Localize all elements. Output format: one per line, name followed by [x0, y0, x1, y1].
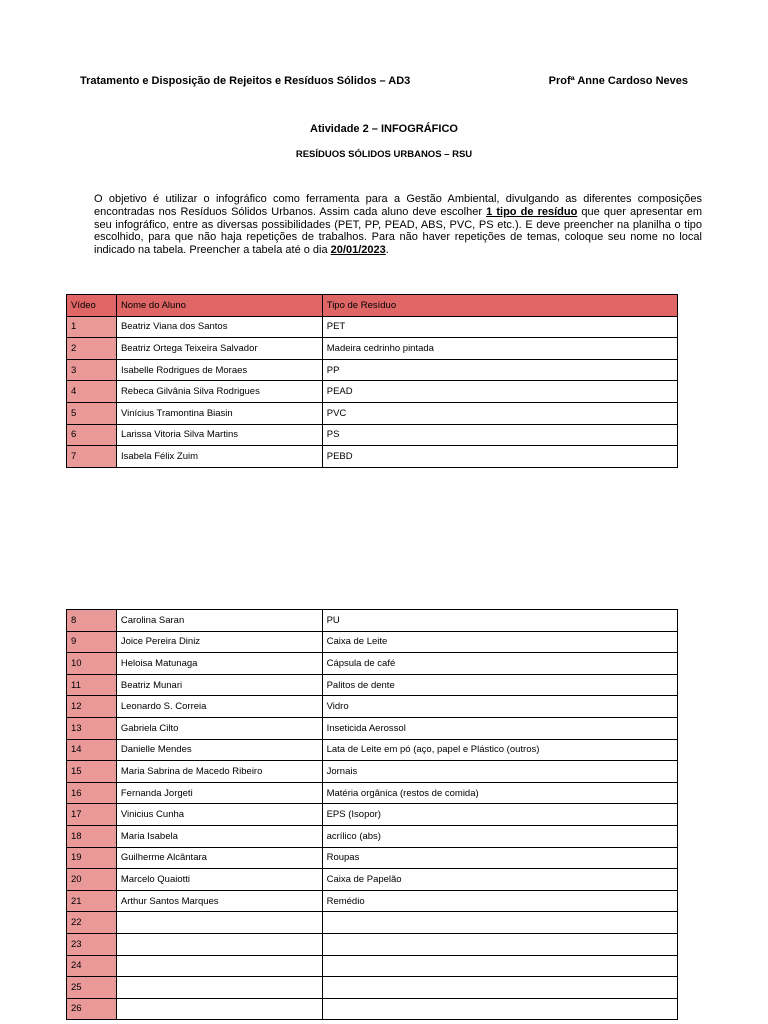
- video-number-cell: 9: [67, 631, 117, 653]
- student-name-cell: Fernanda Jorgeti: [116, 782, 322, 804]
- waste-type-cell: [322, 977, 677, 999]
- waste-type-cell: Jornais: [322, 761, 677, 783]
- table-row: [67, 446, 678, 468]
- table-row: [67, 739, 678, 761]
- student-name-cell: Marcelo Quaiotti: [116, 869, 322, 891]
- waste-type-cell: Caixa de Papelão: [322, 869, 677, 891]
- student-name-cell: Arthur Santos Marques: [116, 890, 322, 912]
- intro-text-3: .: [385, 244, 389, 257]
- student-name-cell: Joice Pereira Diniz: [116, 631, 322, 653]
- activity-subtitle: RESÍDUOS SÓLIDOS URBANOS – RSU: [295, 149, 473, 160]
- waste-type-cell: PS: [322, 424, 677, 446]
- intro-text-2: que quer apresentar em seu infográfico, entre as diversas possibilidades (PET, PP, PEAD, ABS, PVC, PS etc.). E deve preencher na planilha o tipo escolhido, para que não haja repetições de trabalhos. Para não haver repetições de temas, coloque seu nome no local indicado na tabela. Preencher a tabela até o dia: [94, 205, 702, 257]
- waste-type-cell: PU: [322, 610, 677, 632]
- table-row: [67, 359, 678, 381]
- student-name-cell: Rebeca Gilvânia Silva Rodrigues: [116, 381, 322, 403]
- waste-type-cell: [322, 933, 677, 955]
- waste-type-cell: [322, 998, 677, 1020]
- table-row: [67, 782, 678, 804]
- video-number-cell: 25: [67, 977, 117, 999]
- student-name-cell: Danielle Mendes: [116, 739, 322, 761]
- student-name-cell: Carolina Saran: [116, 610, 322, 632]
- student-name-cell: Heloisa Matunaga: [116, 653, 322, 675]
- table-row: [67, 825, 678, 847]
- student-name-cell: [116, 977, 322, 999]
- waste-type-cell: [322, 912, 677, 934]
- video-number-cell: 19: [67, 847, 117, 869]
- student-name-cell: Beatriz Munari: [116, 674, 322, 696]
- table-row: [67, 890, 678, 912]
- waste-type-cell: PP: [322, 359, 677, 381]
- waste-type-cell: PEBD: [322, 446, 677, 468]
- activity-title: Atividade 2 – INFOGRÁFICO: [310, 123, 458, 135]
- video-number-cell: 7: [67, 446, 117, 468]
- student-name-cell: Maria Sabrina de Macedo Ribeiro: [116, 761, 322, 783]
- waste-type-cell: acrílico (abs): [322, 825, 677, 847]
- intro-paragraph: [94, 193, 702, 257]
- video-number-cell: 1: [67, 316, 117, 338]
- waste-type-cell: Roupas: [322, 847, 677, 869]
- video-number-cell: 12: [67, 696, 117, 718]
- table-row: [67, 761, 678, 783]
- header-video: Vídeo: [67, 295, 117, 317]
- waste-type-cell: EPS (Isopor): [322, 804, 677, 826]
- video-number-cell: 14: [67, 739, 117, 761]
- table-row: [67, 338, 678, 360]
- intro-text-1: O objetivo é utilizar o infográfico como ferramenta para a Gestão Ambiental, divulgando as diferentes composições encontradas nos Resíduos Sólidos Urbanos. Assim cada aluno deve escolher: [94, 193, 702, 218]
- intro-bold-deadline: 20/01/2023: [330, 244, 386, 257]
- students-table-part2: [66, 609, 678, 1020]
- student-name-cell: Leonardo S. Correia: [116, 696, 322, 718]
- student-name-cell: Isabela Félix Zuim: [116, 446, 322, 468]
- waste-type-cell: Cápsula de café: [322, 653, 677, 675]
- table-row: [67, 804, 678, 826]
- waste-type-cell: Remédio: [322, 890, 677, 912]
- table-row: [67, 674, 678, 696]
- video-number-cell: 24: [67, 955, 117, 977]
- video-number-cell: 16: [67, 782, 117, 804]
- table-row: [67, 316, 678, 338]
- waste-type-cell: PET: [322, 316, 677, 338]
- students-table-part1: [66, 294, 678, 468]
- video-number-cell: 18: [67, 825, 117, 847]
- student-name-cell: Beatriz Viana dos Santos: [116, 316, 322, 338]
- video-number-cell: 15: [67, 761, 117, 783]
- table-row: [67, 653, 678, 675]
- video-number-cell: 3: [67, 359, 117, 381]
- student-name-cell: Beatriz Ortega Teixeira Salvador: [116, 338, 322, 360]
- table-row: [67, 977, 678, 999]
- video-number-cell: 22: [67, 912, 117, 934]
- waste-type-cell: Lata de Leite em pó (aço, papel e Plástico (outros): [322, 739, 677, 761]
- video-number-cell: 23: [67, 933, 117, 955]
- student-name-cell: Guilherme Alcântara: [116, 847, 322, 869]
- table-row: [67, 717, 678, 739]
- table-row: [67, 933, 678, 955]
- video-number-cell: 6: [67, 424, 117, 446]
- waste-type-cell: Madeira cedrinho pintada: [322, 338, 677, 360]
- video-number-cell: 11: [67, 674, 117, 696]
- video-number-cell: 8: [67, 610, 117, 632]
- course-title: Tratamento e Disposição de Rejeitos e Resíduos Sólidos – AD3: [80, 75, 411, 87]
- table-row: [67, 998, 678, 1020]
- video-number-cell: 10: [67, 653, 117, 675]
- video-number-cell: 2: [67, 338, 117, 360]
- video-number-cell: 13: [67, 717, 117, 739]
- table-row: [67, 869, 678, 891]
- table-row: [67, 847, 678, 869]
- waste-type-cell: Caixa de Leite: [322, 631, 677, 653]
- student-name-cell: Gabriela Cilto: [116, 717, 322, 739]
- student-name-cell: [116, 955, 322, 977]
- student-name-cell: Isabelle Rodrigues de Moraes: [116, 359, 322, 381]
- student-name-cell: Larissa Vitoria Silva Martins: [116, 424, 322, 446]
- table-row: [67, 381, 678, 403]
- student-name-cell: Vinicius Cunha: [116, 804, 322, 826]
- student-name-cell: [116, 933, 322, 955]
- waste-type-cell: Matéria orgânica (restos de comida): [322, 782, 677, 804]
- waste-type-cell: Inseticida Aerossol: [322, 717, 677, 739]
- waste-type-cell: PVC: [322, 402, 677, 424]
- intro-bold-waste-type: 1 tipo de resíduo: [486, 205, 578, 218]
- student-name-cell: Maria Isabela: [116, 825, 322, 847]
- table-row: [67, 424, 678, 446]
- video-number-cell: 20: [67, 869, 117, 891]
- video-number-cell: 17: [67, 804, 117, 826]
- table-header-row: [67, 295, 678, 317]
- student-name-cell: Vinícius Tramontina Biasin: [116, 402, 322, 424]
- header-waste-type: Tipo de Resíduo: [322, 295, 677, 317]
- professor-name: Profª Anne Cardoso Neves: [548, 75, 688, 87]
- table-row: [67, 610, 678, 632]
- table-row: [67, 631, 678, 653]
- student-name-cell: [116, 912, 322, 934]
- table-row: [67, 402, 678, 424]
- video-number-cell: 21: [67, 890, 117, 912]
- header-student-name: Nome do Aluno: [116, 295, 322, 317]
- video-number-cell: 4: [67, 381, 117, 403]
- waste-type-cell: [322, 955, 677, 977]
- waste-type-cell: Vidro: [322, 696, 677, 718]
- waste-type-cell: PEAD: [322, 381, 677, 403]
- table-row: [67, 955, 678, 977]
- waste-type-cell: Palitos de dente: [322, 674, 677, 696]
- student-name-cell: [116, 998, 322, 1020]
- table-row: [67, 696, 678, 718]
- video-number-cell: 5: [67, 402, 117, 424]
- table-row: [67, 912, 678, 934]
- video-number-cell: 26: [67, 998, 117, 1020]
